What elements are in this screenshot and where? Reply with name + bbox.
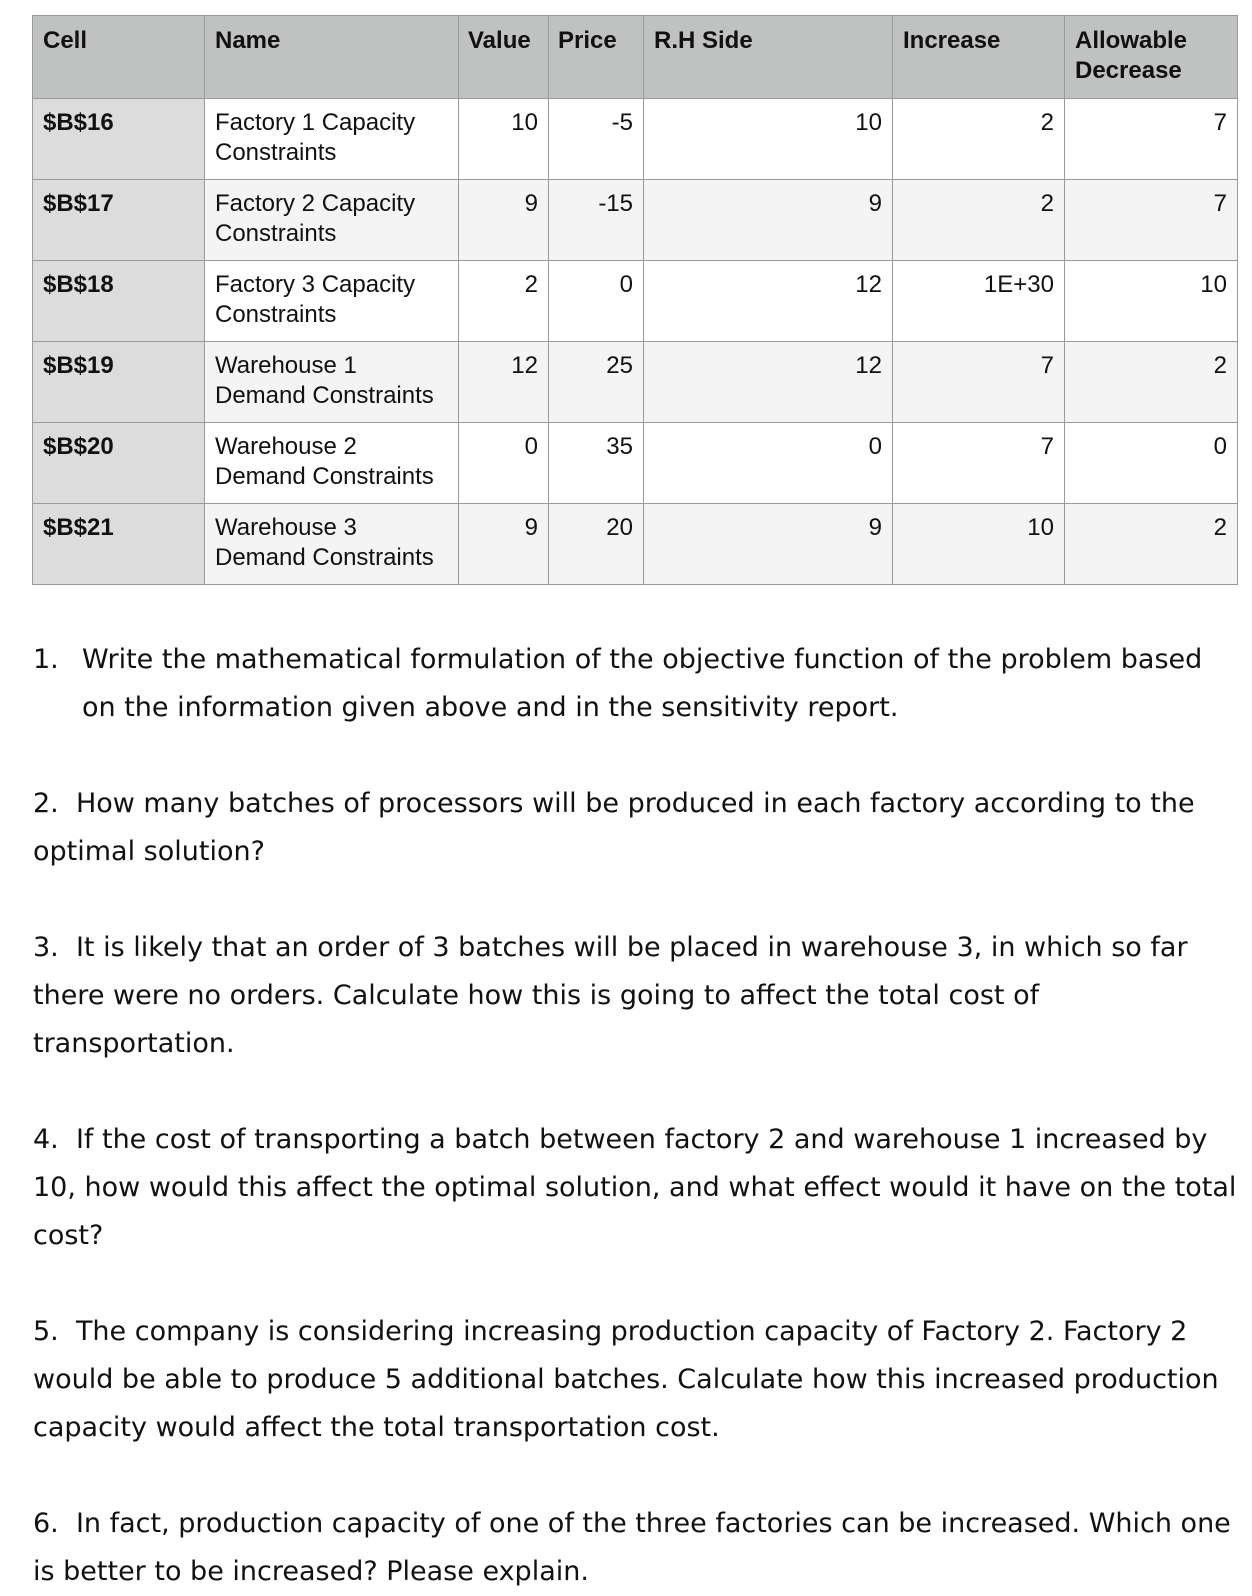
header-name: Name [205, 16, 459, 99]
header-rh-side: R.H Side [644, 16, 893, 99]
question-number: 5. [33, 1316, 59, 1347]
question-number: 6. [33, 1508, 59, 1539]
question-list [33, 636, 1238, 1596]
row-name: Factory 1 Capacity Constraints [205, 99, 459, 180]
row-value: 9 [459, 180, 549, 261]
row-increase: 7 [893, 342, 1065, 423]
row-cell-ref: $B$19 [33, 342, 205, 423]
row-value: 12 [459, 342, 549, 423]
row-decrease: 0 [1065, 423, 1238, 504]
row-rh-side: 12 [644, 342, 893, 423]
table-header [33, 16, 1238, 99]
question-number: 4. [33, 1124, 59, 1155]
row-cell-ref: $B$17 [33, 180, 205, 261]
table-row [33, 261, 1238, 342]
header-value: Value [459, 16, 549, 99]
row-rh-side: 0 [644, 423, 893, 504]
row-name: Warehouse 1 Demand Constraints [205, 342, 459, 423]
row-rh-side: 12 [644, 261, 893, 342]
row-cell-ref: $B$21 [33, 504, 205, 585]
row-price: 25 [549, 342, 644, 423]
row-value: 10 [459, 99, 549, 180]
row-decrease: 10 [1065, 261, 1238, 342]
row-increase: 10 [893, 504, 1065, 585]
row-decrease: 2 [1065, 504, 1238, 585]
question-number: 1. [33, 644, 59, 675]
row-cell-ref: $B$20 [33, 423, 205, 504]
table-row [33, 504, 1238, 585]
table-row [33, 423, 1238, 504]
row-value: 2 [459, 261, 549, 342]
row-rh-side: 10 [644, 99, 893, 180]
row-cell-ref: $B$18 [33, 261, 205, 342]
header-price: Price [549, 16, 644, 99]
sensitivity-report-table [32, 15, 1238, 585]
row-decrease: 2 [1065, 342, 1238, 423]
row-increase: 2 [893, 99, 1065, 180]
row-cell-ref: $B$16 [33, 99, 205, 180]
row-name: Factory 2 Capacity Constraints [205, 180, 459, 261]
table-body [33, 99, 1238, 585]
question-number: 3. [33, 932, 59, 963]
row-value: 0 [459, 423, 549, 504]
table-row [33, 180, 1238, 261]
row-increase: 2 [893, 180, 1065, 261]
row-rh-side: 9 [644, 180, 893, 261]
question-text: If the cost of transporting a batch between factory 2 and warehouse 1 increased by 10, how would this affect the optimal solution, and what effect would it have on the total cost? [33, 1124, 1237, 1251]
row-name: Factory 3 Capacity Constraints [205, 261, 459, 342]
row-value: 9 [459, 504, 549, 585]
row-decrease: 7 [1065, 99, 1238, 180]
row-price: 35 [549, 423, 644, 504]
row-increase: 1E+30 [893, 261, 1065, 342]
question-5 [33, 1308, 1238, 1452]
row-name: Warehouse 2 Demand Constraints [205, 423, 459, 504]
table-row [33, 99, 1238, 180]
question-text: It is likely that an order of 3 batches will be placed in warehouse 3, in which so far there were no orders. Calculate how this is going to affect the total cost of transportation. [33, 932, 1188, 1059]
row-name: Warehouse 3 Demand Constraints [205, 504, 459, 585]
row-price: -5 [549, 99, 644, 180]
question-text: In fact, production capacity of one of the three factories can be increased. Which one is better to be increased? Please explain. [33, 1508, 1231, 1587]
row-price: 20 [549, 504, 644, 585]
question-text: How many batches of processors will be produced in each factory according to the optimal solution? [33, 788, 1195, 867]
question-2 [33, 780, 1238, 876]
row-price: 0 [549, 261, 644, 342]
table-row [33, 342, 1238, 423]
row-decrease: 7 [1065, 180, 1238, 261]
row-increase: 7 [893, 423, 1065, 504]
row-rh-side: 9 [644, 504, 893, 585]
header-row [33, 16, 1238, 99]
question-number: 2. [33, 788, 59, 819]
question-text: The company is considering increasing production capacity of Factory 2. Factory 2 would be able to produce 5 additional batches. Calculate how this increased production capacity would affect the total transportation cost. [33, 1316, 1219, 1443]
question-text: Write the mathematical formulation of the objective function of the problem based on the information given above and in the sensitivity report. [82, 644, 1203, 723]
header-allowable-decrease: Allowable Decrease [1065, 16, 1238, 99]
question-4 [33, 1116, 1238, 1260]
question-1 [33, 636, 1238, 732]
row-price: -15 [549, 180, 644, 261]
question-6 [33, 1500, 1238, 1596]
question-3 [33, 924, 1238, 1068]
header-cell: Cell [33, 16, 205, 99]
header-increase: Increase [893, 16, 1065, 99]
